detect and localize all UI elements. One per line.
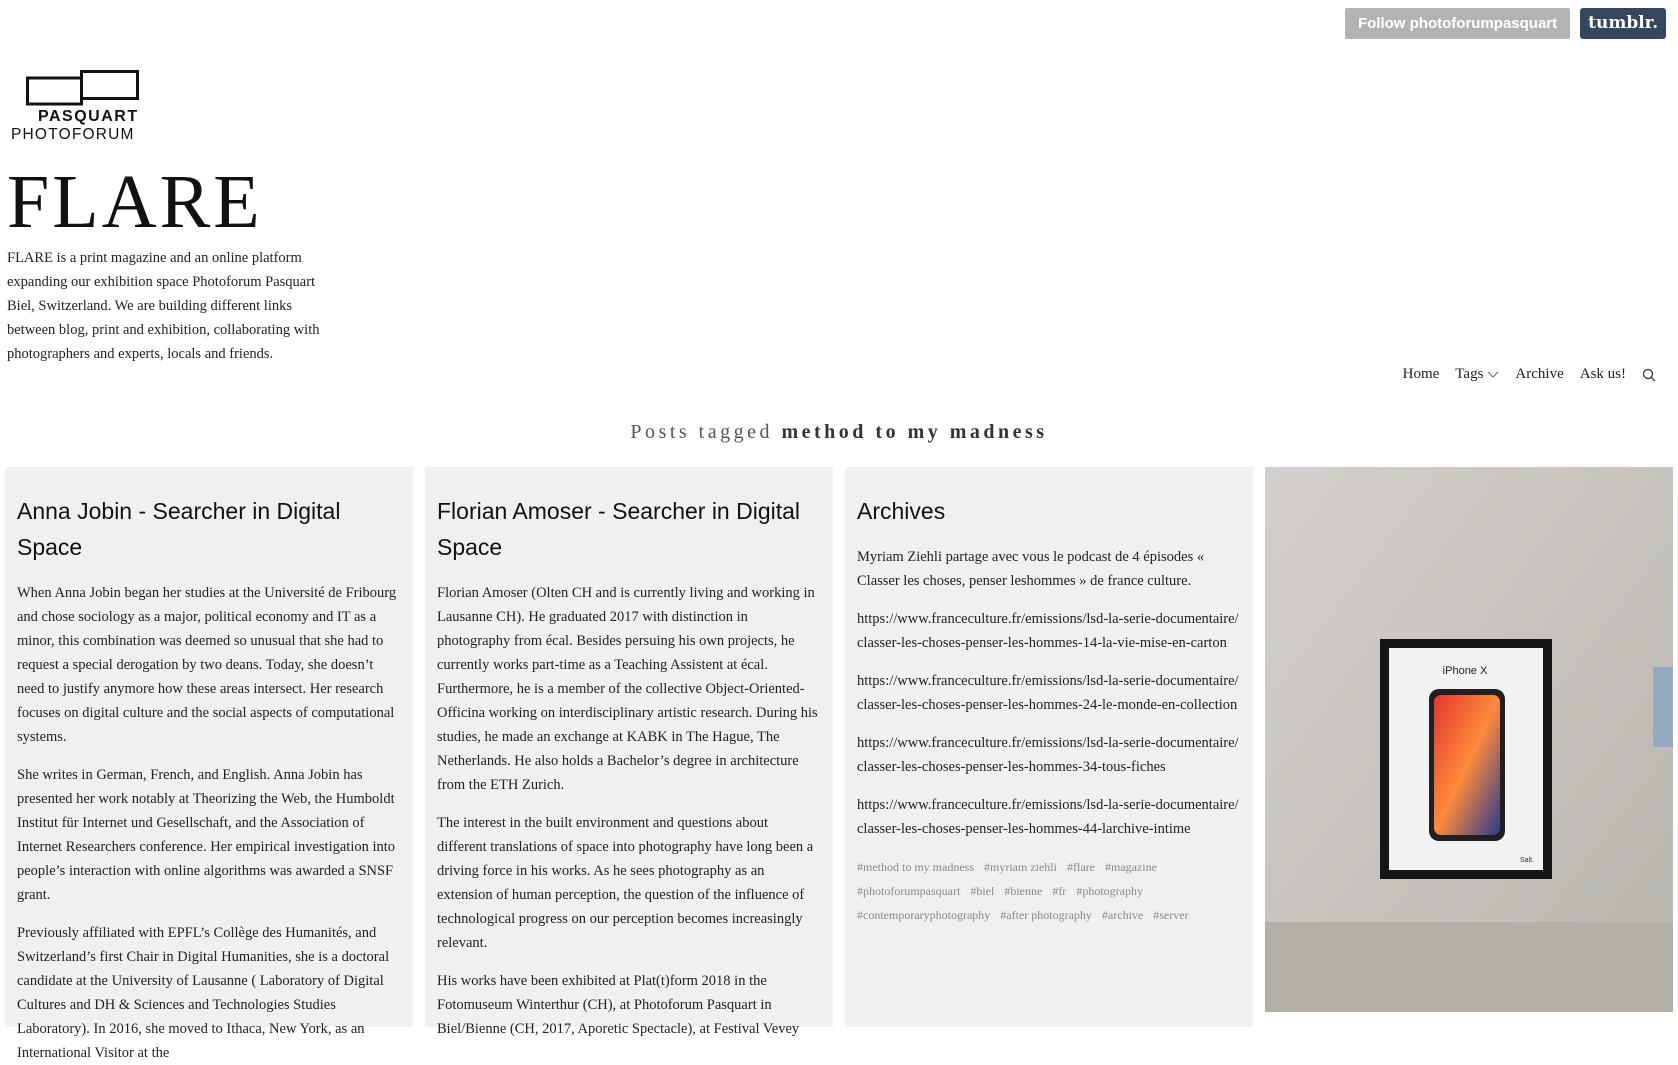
logo-text-photoforum: PHOTOFORUM [11,126,135,143]
posts-tagged-tag: method to my madness [781,421,1048,443]
tag-link[interactable]: #archive [1101,908,1144,922]
logo-text-pasquart: PASQUART [38,108,139,125]
post-link[interactable]: https://www.franceculture.fr/emissions/lsd-la-serie-documentaire/classer-les-choses-penser-les-hommes-24-le-monde-en-collection [857,673,1239,713]
follow-button[interactable]: Follow photoforumpasquart [1345,8,1570,39]
tag-link[interactable]: #contemporaryphotography [857,908,991,922]
post-paragraph: She writes in German, French, and English. Anna Jobin has presented her work notably at Theorizing the Web, the Humboldt Institut für Internet und Gesellschaft, and the Association of Internet Researchers conference. Her empirical investigation into people’s interaction with online algorithms was awarded a SNSF grant. [17,767,396,903]
tag-link[interactable]: #photography [1076,884,1143,898]
tag-link[interactable]: #server [1153,908,1189,922]
site-description: FLARE is a print magazine and an online platform expanding our exhibition space Photoforum Pasquart Biel, Switzerland. We are building different links between blog, print and exhibition, collaborating with photographers and experts, locals and friends. [7,250,320,362]
post-title[interactable]: Anna Jobin - Searcher in Digital Space [17,498,341,560]
post-card [845,467,1253,1027]
post-paragraph: Myriam Ziehli partage avec vous le podcast de 4 épisodes « Classer les choses, penser leshommes » de france culture. [857,549,1205,589]
nav-ask[interactable]: Ask us! [1579,366,1626,382]
poster-brand: Salt. [1519,857,1535,864]
tag-link[interactable]: #fr [1052,884,1067,898]
tumblr-logo-button[interactable]: tumblr. [1580,8,1666,39]
post-link[interactable]: https://www.franceculture.fr/emissions/lsd-la-serie-documentaire/classer-les-choses-penser-les-hommes-44-larchive-intime [857,797,1239,837]
poster-label: iPhone X [1442,665,1488,677]
site-logo[interactable] [10,68,150,146]
post-tags [857,855,1241,927]
top-bar [1345,8,1666,39]
nav-tags[interactable] [1455,366,1499,383]
tag-link[interactable]: #magazine [1104,860,1157,874]
nav-archive[interactable]: Archive [1515,366,1564,382]
post-paragraph: His works have been exhibited at Plat(t)form 2018 in the Fotomuseum Winterthur (CH), at Photoforum Pasquart in Biel/Bienne (CH, 2017, Aporetic Spectacle), at Festival Vevey [437,973,800,1037]
search-icon[interactable] [1642,368,1656,382]
nav-tags-label: Tags [1455,366,1484,382]
post-paragraph: When Anna Jobin began her studies at the Université de Fribourg and chose sociology as a major, political economy and IT as a minor, this combination was deemed so unusual that she had to request a special derogation by two deans. Today, she doesn’t need to justify anymore how these areas intersect. Her research focuses on digital culture and the social aspects of computational systems. [17,585,397,745]
tag-link[interactable]: #biel [970,884,995,898]
post-link[interactable]: https://www.franceculture.fr/emissions/lsd-la-serie-documentaire/classer-les-choses-penser-les-hommes-14-la-vie-mise-en-carton [857,611,1239,651]
site-title[interactable]: FLARE [7,160,263,244]
logo-boxes-icon [26,70,158,108]
main-nav [1403,366,1656,383]
post-paragraph: The interest in the built environment and questions about different translations of space into photography have long been a driving force in his works. As he sees photography as an extension of human perception, the question of the influence of technological progress on our perception becomes increasingly relevant. [437,815,814,951]
post-paragraph: Florian Amoser (Olten CH and is currently living and working in Lausanne CH). He graduated 2017 with distinction in photography from écal. Besides persuing his own projects, he currently works part-time as a Teaching Assistent at écal. Furthermore, he is a member of the collective Object-Oriented-Officina working on interdisciplinary artistic research. During his studies, he made an exchange at KABK in The Hague, The Netherlands. He also holds a Bachelor’s degree in architecture from the ETH Zurich. [437,585,818,793]
tag-link[interactable]: #bienne [1004,884,1043,898]
tag-link[interactable]: #myriam ziehli [984,860,1057,874]
chevron-down-icon [1487,371,1499,379]
post-title[interactable]: Florian Amoser - Searcher in Digital Space [437,498,801,560]
posts-tagged-heading [0,421,1678,444]
tag-link[interactable]: #after photography [1000,908,1092,922]
photo-post[interactable] [1265,467,1673,1012]
post-card [5,467,413,1061]
post-title[interactable]: Archives [857,498,946,524]
tag-link[interactable]: #method to my madness [857,860,974,874]
photo-poster-image [1265,467,1673,1012]
nav-home[interactable]: Home [1402,366,1440,382]
tag-link[interactable]: #photoforumpasquart [857,884,961,898]
post-paragraph: Previously affiliated with EPFL’s Collège des Humanités, and Switzerland’s first Chair in Digital Humanities, she is a doctoral candidate at the University of Lausanne ( Laboratory of Digital Cultures and DH & Sciences and Technologies Studies Laboratory). In 2016, she moved to Ithaca, New York, as an International Visitor at the [17,925,390,1061]
posts-tagged-prefix: Posts tagged [630,421,773,443]
post-card [425,467,833,1037]
tag-link[interactable]: #flare [1066,860,1095,874]
post-link[interactable]: https://www.franceculture.fr/emissions/lsd-la-serie-documentaire/classer-les-choses-penser-les-hommes-34-tous-fiches [857,735,1239,775]
